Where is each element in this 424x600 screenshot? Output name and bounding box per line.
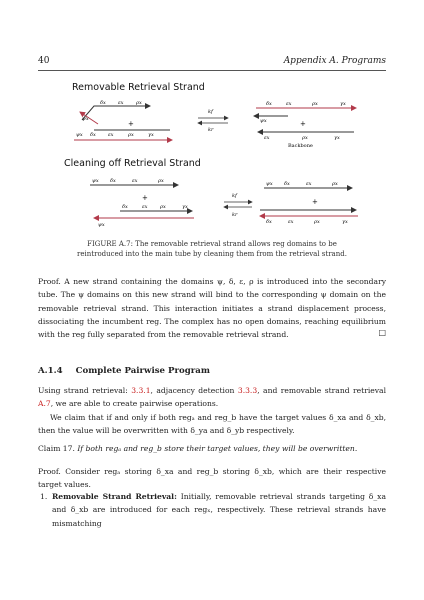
rate-kf-top: kf <box>208 109 213 115</box>
ref-link-a7[interactable]: A.7 <box>38 399 51 409</box>
label-br-lower-2: ρx <box>314 219 320 225</box>
strand-diagram <box>38 78 386 260</box>
label-tl-upper-1: εx <box>118 100 124 106</box>
label-br-upper-0: ψx <box>266 181 273 187</box>
p2-mid2: , and removable strand retrieval <box>257 386 387 395</box>
page-header <box>38 56 386 68</box>
reaction-bottom <box>224 193 252 218</box>
rate-kr-bottom: kr <box>232 212 238 218</box>
label-br-lower-3: γx <box>342 219 348 225</box>
list-item <box>40 490 386 530</box>
rate-kr-top: kr <box>208 127 214 133</box>
paragraph-3: We claim that if and only if both regₐ and reg_b have the target values δ_xa and δ_xb, then the value will be overwritten with δ_ya and δ_yb respectively. <box>38 413 386 436</box>
label-tr-lower-2: γx <box>334 135 340 141</box>
strand-upper <box>82 106 150 120</box>
label-bl-upper-3: ρx <box>158 178 164 184</box>
label-br-upper-3: ρx <box>332 181 338 187</box>
label-tl-lower-0: ψx <box>76 132 83 138</box>
label-bl-lower-3: γx <box>182 204 188 210</box>
label-tr-lower-1: ρx <box>302 135 308 141</box>
label-bl-lower-0: δx <box>122 204 128 210</box>
claim-text: If both regₐ and reg_b store their target values, they will be overwritten. <box>77 444 358 453</box>
claim-label: Claim 17. <box>38 444 75 453</box>
running-title: Appendix A. Programs <box>283 56 386 66</box>
section-title: Complete Pairwise Program <box>75 366 210 376</box>
list-item-text: Initially, removable retrieval strands targeting δ_xa and δ_xb are introduced for each regₓ, respectively. These retrieval strands have mismatching <box>52 492 386 528</box>
label-tr-lower-0: εx <box>264 135 270 141</box>
figure-heading-top: Removable Retrieval Strand <box>72 82 205 93</box>
ref-link-3-3-3[interactable]: 3.3.3 <box>237 386 258 395</box>
proof-paragraph-2: Proof. Consider regₐ storing δ_xa and reg_b storing δ_xb, which are their respective target values. <box>38 467 386 490</box>
figure-a7 <box>38 78 386 260</box>
label-tr-upper-2: ρx <box>312 101 318 107</box>
ref-link-3-3-1[interactable]: 3.3.1 <box>131 386 151 395</box>
label-bl-upper-0: ψx <box>92 178 99 184</box>
label-tr-upper-3: γx <box>340 101 346 107</box>
section-heading <box>38 366 210 376</box>
label-tr-upper-0: δx <box>266 101 272 107</box>
complex-bottom-right <box>260 181 358 225</box>
label-bl-lower-1: εx <box>142 204 148 210</box>
plus-tl: + <box>128 120 134 128</box>
rate-kf-bottom: kf <box>232 193 237 199</box>
qed-symbol: □ <box>378 328 386 338</box>
label-tl-lower-2: εx <box>108 132 114 138</box>
paragraph-2 <box>38 384 386 411</box>
label-tl-lower-3: ρx <box>128 132 134 138</box>
label-br-upper-1: δx <box>284 181 290 187</box>
page-number: 40 <box>38 56 50 66</box>
label-tl-lower-1: δx <box>90 132 96 138</box>
label-bl-tail: ψx <box>98 222 105 228</box>
label-bl-upper-1: δx <box>110 178 116 184</box>
label-backbone: Backbone <box>288 143 313 149</box>
reaction-top <box>198 109 228 133</box>
figure-caption: FIGURE A.7: The removable retrieval strand allows reg domains to be reintroduced into the main tube by cleaning them from the retrieval strand. <box>77 240 347 258</box>
complex-bottom-left <box>90 178 194 228</box>
p2-mid1: , adjacency detection <box>150 386 238 395</box>
label-br-upper-2: εx <box>306 181 312 187</box>
label-tl-upper-0: δx <box>100 100 106 106</box>
complex-top-right <box>254 101 356 149</box>
label-br-lower-0: δx <box>266 219 272 225</box>
plus-br: + <box>312 198 318 206</box>
label-br-lower-1: εx <box>288 219 294 225</box>
label-tl-upper-2: ρx <box>136 100 142 106</box>
label-bl-lower-2: ρx <box>160 204 166 210</box>
plus-tr: + <box>300 120 306 128</box>
header-rule <box>38 70 386 71</box>
list-marker: 1. <box>40 492 48 501</box>
figure-heading-bottom: Cleaning off Retrieval Strand <box>64 158 201 169</box>
label-tr-upper-1: εx <box>286 101 292 107</box>
section-number: A.1.4 <box>38 366 63 376</box>
p2-before: Using strand retrieval: <box>38 386 132 395</box>
complex-top-left <box>74 100 172 140</box>
label-tr-mid: ψx <box>260 118 267 124</box>
label-tl-lower-4: γx <box>148 132 154 138</box>
proof-paragraph-1 <box>38 275 386 341</box>
list-item-title: Removable Strand Retrieval: <box>52 492 177 501</box>
plus-bl: + <box>142 194 148 202</box>
label-tl-diagonal: ψx <box>82 116 89 122</box>
claim-17 <box>38 442 386 455</box>
proof-paragraph-1-text: Proof. A new strand containing the domains ψ, δ, ε, ρ is introduced into the secondary tube. The ψ domains on this new strand will bind to the corresponding ψ domain on the removable retrieval strand. This interaction initiates a strand displacement process, dissociating the incumbent reg. The complex has no open domains, reaching equilibrium with the reg fully separated from the removable retrieval strand. <box>38 277 386 340</box>
label-bl-upper-2: εx <box>132 178 138 184</box>
p2-after: , we are able to create pairwise operations. <box>50 399 219 409</box>
